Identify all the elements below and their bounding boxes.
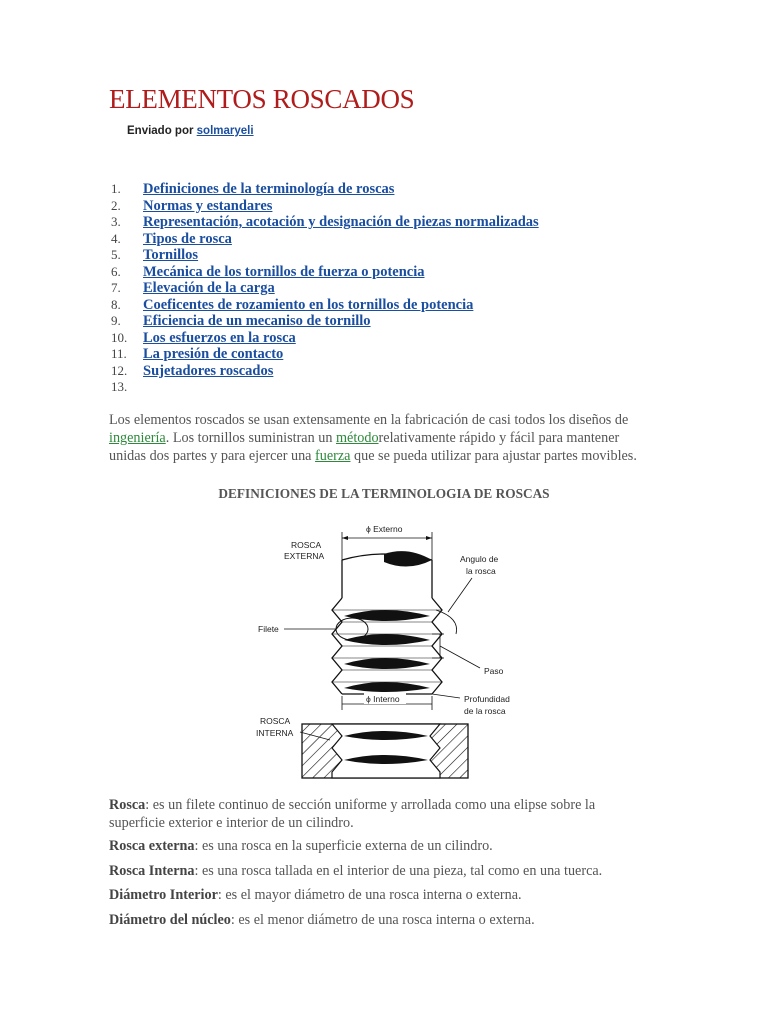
toc-item [111,379,539,396]
toc-item [111,346,539,363]
toc-item [111,363,539,380]
definition-term: Rosca Interna [109,863,195,879]
definition-term: Rosca externa [109,838,195,854]
definition-rosca-interna [109,862,602,880]
angulo-leader-line [448,578,472,612]
toc-link[interactable]: Elevación de la carga [143,280,275,296]
page-title: ELEMENTOS ROSCADOS [109,84,415,114]
toc-link[interactable]: Los esfuerzos en la rosca [143,329,296,346]
toc-number: 12. [111,362,128,378]
definition-term: Rosca [109,797,146,813]
filete-label: Filete [258,624,279,634]
profundidad-label: de la rosca [464,706,506,716]
rosca-interna-label: ROSCA [260,716,291,726]
paso-leader-line [440,646,480,668]
toc-link[interactable]: La presión de contacto [143,346,284,362]
intro-paragraph [109,411,649,465]
definition-text: : es una rosca en la superficie externa de un cilindro. [194,838,493,854]
toc-item [111,247,539,264]
toc-item [111,231,539,248]
toc-link[interactable]: Representación, acotación y designación de piezas normalizadas [143,214,539,230]
externo-label: ϕ Externo [366,524,403,534]
toc-number: 11. [111,346,127,361]
intro-text: relativamente rápido y fácil para mantener unidas dos partes y para ejercer una [109,430,620,464]
rosca-externa-label: ROSCA [291,540,322,550]
thread-start-shape [384,551,432,566]
intro-text: . Los tornillos suministran un [165,430,336,446]
definition-text: : es un filete continuo de sección uniforme y arrollada como una elipse sobre la superficie exterior e interior de un cilindro. [109,797,596,831]
interno-label: ϕ Interno [366,694,400,704]
ingenieria-link[interactable]: ingeniería [109,430,166,446]
toc-link[interactable]: Mecánica de los tornillos de fuerza o potencia [143,263,425,280]
rosca-interna-label: INTERNA [256,728,294,738]
toc-link[interactable]: Tornillos [143,247,199,263]
byline [127,125,254,137]
toc-item [111,181,539,198]
table-of-contents [111,181,539,396]
definition-rosca-externa [109,837,493,855]
toc-number: 13. [111,379,128,394]
arrow-icon [426,536,432,540]
toc-item [111,330,539,347]
toc-item [111,313,539,330]
toc-link[interactable]: Coeficentes de rozamiento en los tornillos de potencia [143,296,474,313]
definition-text: : es una rosca tallada en el interior de una pieza, tal como en una tuerca. [194,863,603,879]
definition-text: : es el menor diámetro de una rosca interna o externa. [230,912,535,928]
definition-text: : es el mayor diámetro de una rosca interna o externa. [217,887,522,903]
filete-ellipse [336,618,368,640]
paso-label: Paso [484,666,504,676]
toc-number: 8. [111,296,121,312]
toc-link[interactable]: Definiciones de la terminología de roscas [143,181,395,197]
toc-link[interactable]: Sujetadores roscados [143,362,274,379]
author-link[interactable]: solmaryeli [196,125,254,137]
toc-link[interactable]: Normas y estandares [143,197,273,214]
section-title: DEFINICIONES DE LA TERMINOLOGIA DE ROSCAS [218,486,550,501]
toc-item [111,264,539,281]
thread-diagram-svg [244,518,524,782]
metodo-link[interactable]: método [335,430,379,446]
intro-text: Los elementos roscados se usan extensamente en la fabricación de casi todos los diseños de [109,412,629,428]
toc-number: 5. [111,247,121,262]
definition-diametro-nucleo [109,911,535,929]
toc-number: 4. [111,230,121,246]
angulo-label: la rosca [466,566,496,576]
toc-item [111,214,539,231]
toc-number: 7. [111,280,121,295]
toc-item [111,198,539,215]
toc-number: 3. [111,214,121,229]
toc-number: 2. [111,197,121,213]
toc-link[interactable]: Tipos de rosca [143,230,232,247]
thread-profile-left [332,598,342,694]
intro-text: que se pueda utilizar para ajustar partes movibles. [350,448,637,464]
toc-link[interactable]: Eficiencia de un mecaniso de tornillo [143,313,371,329]
toc-item [111,297,539,314]
toc-number: 10. [111,329,128,345]
sent-by-label: Enviado por [127,125,194,137]
profundidad-leader-line [432,694,460,698]
toc-item [111,280,539,297]
arrow-icon [342,536,348,540]
definition-diametro-interior [109,886,522,904]
definition-term: Diámetro del núcleo [109,912,231,928]
profundidad-label: Profundidad [464,694,510,704]
rosca-externa-label: EXTERNA [284,551,325,561]
fuerza-link[interactable]: fuerza [315,448,351,464]
thread-terminology-diagram [244,518,524,782]
toc-number: 1. [111,181,121,196]
toc-number: 6. [111,263,121,279]
toc-number: 9. [111,313,121,328]
definition-term: Diámetro Interior [109,887,218,903]
angulo-label: Angulo de [460,554,499,564]
definition-rosca [109,796,649,832]
